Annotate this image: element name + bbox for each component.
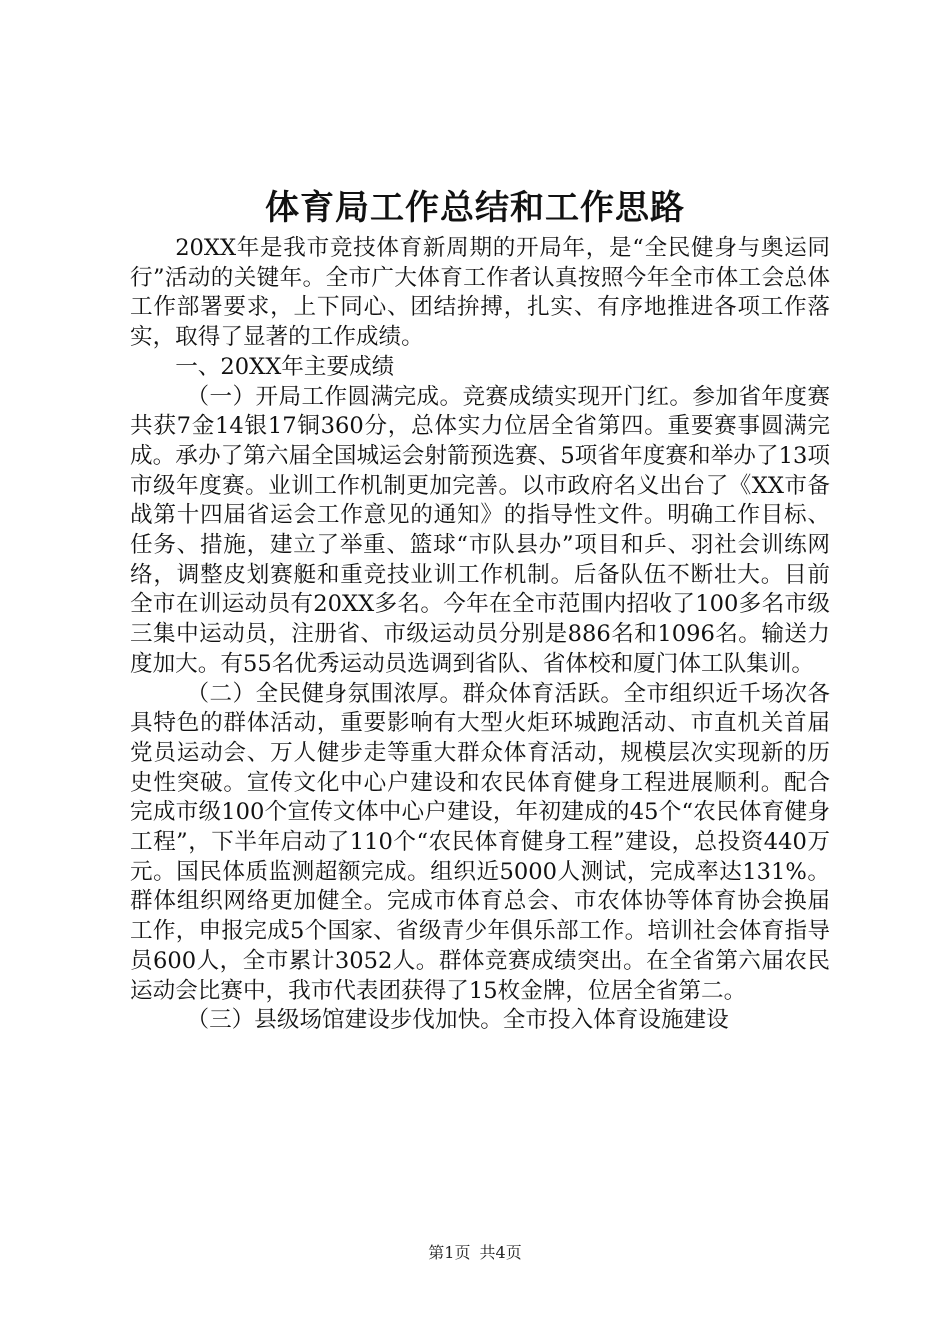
page-total: 共4页	[479, 1243, 522, 1262]
section-paragraph-2: （二）全民健身氛围浓厚。群众体育活跃。全市组织近千场次各具特色的群体活动，重要影响有大型火炬环城跑活动、市直机关首届党员运动会、万人健步走等重大群众体育活动，规模层次实现新的历史性突破。宣传文化中心户建设和农民体育健身工程进展顺利。配合完成市级100个宣传文体中心户建设，年初建成的45个“农民体育健身工程”，下半年启动了110个“农民体育健身工程”建设，总投资440万元。国民体质监测超额完成。组织近5000人测试，完成率达131%。群体组织网络更加健全。完成市体育总会、市农体协等体育协会换届工作，申报完成5个国家、省级青少年俱乐部工作。培训社会体育指导员600人，全市累计3052人。群体竞赛成绩突出。在全省第六届农民运动会比赛中，我市代表团获得了15枚金牌，位居全省第二。	[130, 680, 830, 1004]
intro-paragraph: 20XX年是我市竞技体育新周期的开局年，是“全民健身与奥运同行”活动的关键年。全市广大体育工作者认真按照今年全市体工会总体工作部署要求，上下同心、团结拚搏，扎实、有序地推进各项工作落实，取得了显著的工作成绩。	[130, 235, 830, 351]
section-heading: 一、20XX年主要成绩	[175, 353, 395, 380]
document-title: 体育局工作总结和工作思路	[265, 188, 685, 228]
page-number: 第1页	[428, 1243, 471, 1262]
section-paragraph-1: （一）开局工作圆满完成。竞赛成绩实现开门红。参加省年度赛共获7金14银17铜360分，总体实力位居全省第四。重要赛事圆满完成。承办了第六届全国城运会射箭预选赛、5项省年度赛和举办了13项市级年度赛。业训工作机制更加完善。以市政府名义出台了《XX市备战第十四届省运会工作意见的通知》的指导性文件。明确工作目标、任务、措施，建立了举重、篮球“市队县办”项目和乒、羽社会训练网络，调整皮划赛艇和重竞技业训工作机制。后备队伍不断壮大。目前全市在训运动员有20XX多名。今年在全市范围内招收了100多名市级三集中运动员，注册省、市级运动员分别是886名和1096名。输送力度加大。有55名优秀运动员选调到省队、省体校和厦门体工队集训。	[130, 383, 830, 677]
document-body	[130, 234, 830, 1036]
section-paragraph-3: （三）县级场馆建设步伐加快。全市投入体育设施建设	[186, 1007, 729, 1034]
page-footer	[0, 1242, 950, 1264]
